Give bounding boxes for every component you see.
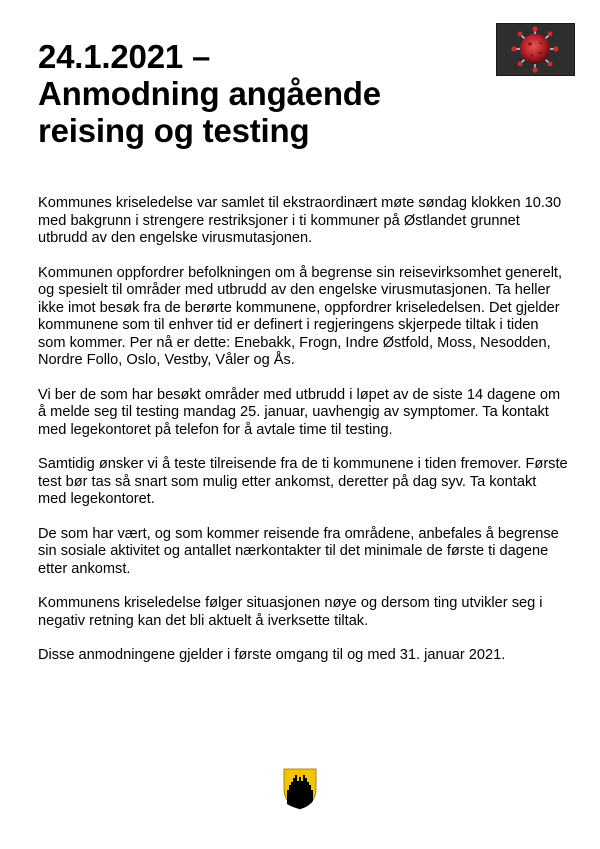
municipal-coat-of-arms-icon bbox=[283, 768, 317, 810]
paragraph: Kommunes kriseledelse var samlet til ekstraordinært møte søndag klokken 10.30 med bakgrunn i strengere restriksjoner i ti kommuner på Østlandet grunnet utbrudd av den engelske virusmutasjonen. bbox=[38, 195, 562, 246]
paragraph: De som har vært, og som kommer reisende fra områdene, anbefales å begrense sin sosiale aktivitet og antallet nærkontakter til det minimale de første ti dagene etter ankomst. bbox=[38, 525, 559, 577]
paragraph: Kommunen oppfordrer befolkningen om å begrense sin reisevirksomhet generelt, og spesielt til områder med utbrudd av den engelske virusmutasjonen. Ta heller ikke imot besøk fra de berørte kommunene, oppfordrer kriseledelsen. Det gjelder kommunene som til enhver tid er definert i regjeringens skjerpede tiltak i tiden som kommer. Per nå er dette: Enebakk, Frogn, Indre Østfold, Moss, Nesodden, Nordre Follo, Oslo, Vestby, Våler og Ås. bbox=[38, 264, 563, 368]
article-body bbox=[38, 195, 568, 682]
title-line-topic: reising og testing bbox=[38, 112, 310, 149]
paragraph: Vi ber de som har besøkt områder med utbrudd i løpet av de siste 14 dagene om å melde seg til testing mandag 25. januar, uavhengig av symptomer. Ta kontakt med legekontoret på telefon for å avtale time til testing. bbox=[38, 386, 561, 438]
paragraph: Samtidig ønsker vi å teste tilreisende fra de ti kommunene i tiden fremover. Første test bør tas så snart som mulig etter ankomst, deretter på dag syv. Ta kontakt med legekontoret. bbox=[38, 456, 568, 507]
title-line-subject: Anmodning angående bbox=[38, 75, 381, 112]
paragraph: Kommunens kriseledelse følger situasjonen nøye og dersom ting utvikler seg i negativ retning kan det bli aktuelt å iverksette tiltak. bbox=[38, 595, 543, 629]
paragraph: Disse anmodningene gjelder i første omgang til og med 31. januar 2021. bbox=[38, 647, 506, 663]
page-title bbox=[38, 38, 478, 149]
title-line-date: 24.1.2021 – bbox=[38, 38, 211, 75]
coronavirus-icon bbox=[496, 23, 575, 76]
